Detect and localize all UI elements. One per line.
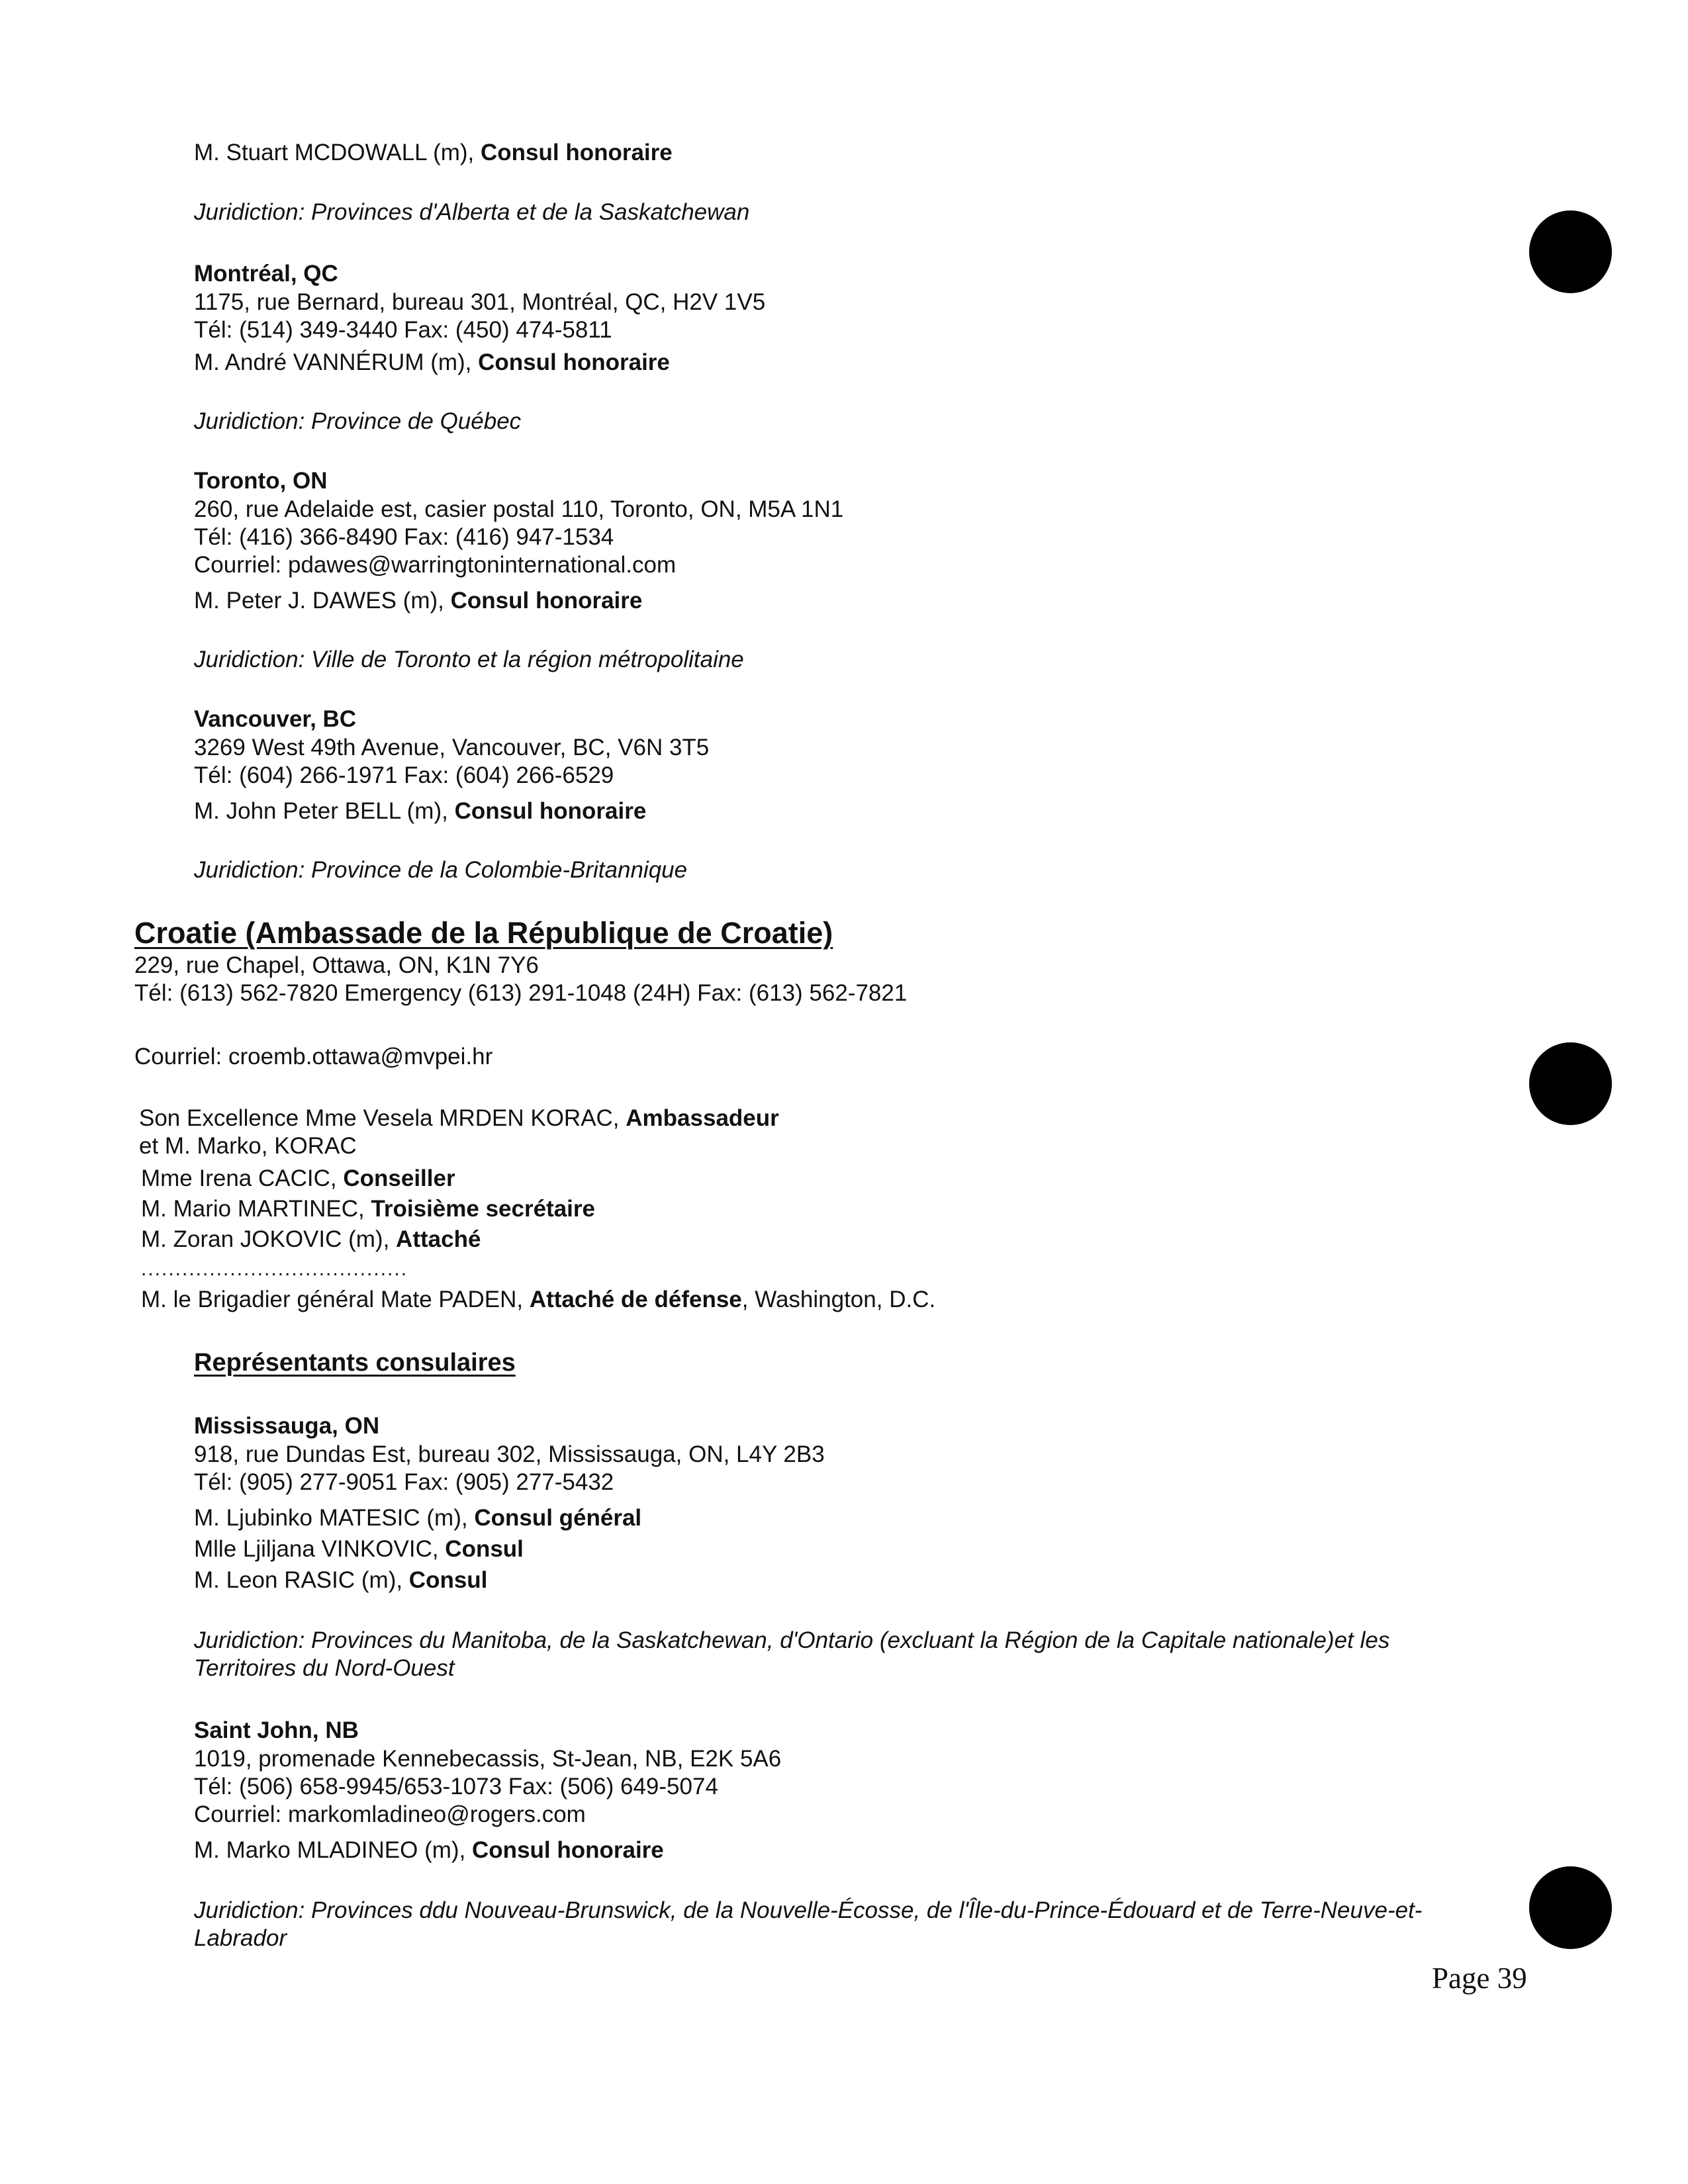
section-heading: Représentants consulaires (194, 1349, 516, 1377)
city-heading: Montréal, QC (194, 261, 338, 287)
contact-line: M. John Peter BELL (m), Consul honoraire (194, 798, 647, 824)
jurisdiction-text: Juridiction: Provinces du Manitoba, de la Saskatchewan, d'Ontario (excluant la Région de la Capitale nationale)et les Territoires du Nord-Ouest (194, 1627, 1390, 1681)
phone-line: Tél: (604) 266-1971 Fax: (604) 266-6529 (194, 762, 614, 788)
defense-attache-line: M. le Brigadier général Mate PADEN, Attaché de défense, Washington, D.C. (141, 1287, 936, 1312)
address-line: 229, rue Chapel, Ottawa, ON, K1N 7Y6 (134, 952, 539, 978)
city-heading: Mississauga, ON (194, 1413, 380, 1439)
staff-line: M. Mario MARTINEC, Troisième secrétaire (141, 1196, 595, 1222)
country-heading: Croatie (Ambassade de la République de Croatie) (134, 916, 833, 950)
dotted-separator: ....................................... (141, 1258, 408, 1280)
jurisdiction-text: Juridiction: Province de Québec (194, 408, 522, 434)
email-line: Courriel: markomladineo@rogers.com (194, 1801, 586, 1827)
contact-line: M. Ljubinko MATESIC (m), Consul général (194, 1505, 642, 1531)
contact-line: M. Peter J. DAWES (m), Consul honoraire (194, 588, 643, 614)
city-heading: Toronto, ON (194, 468, 328, 494)
phone-line: Tél: (514) 349-3440 Fax: (450) 474-5811 (194, 317, 612, 343)
address-line: 260, rue Adelaide est, casier postal 110, Toronto, ON, M5A 1N1 (194, 496, 844, 522)
punch-hole-top (1529, 210, 1612, 293)
jurisdiction-text: Juridiction: Ville de Toronto et la région métropolitaine (194, 647, 744, 672)
jurisdiction-text: Juridiction: Provinces ddu Nouveau-Brunswick, de la Nouvelle-Écosse, de l'Île-du-Prince-Édouard et de Terre-Neuve-et-Labrador (194, 1897, 1423, 1951)
address-line: 1175, rue Bernard, bureau 301, Montréal, QC, H2V 1V5 (194, 289, 766, 315)
contact-line: M. André VANNÉRUM (m), Consul honoraire (194, 349, 670, 375)
staff-line: Mme Irena CACIC, Conseiller (141, 1165, 455, 1191)
phone-line: Tél: (506) 658-9945/653-1073 Fax: (506) 649-5074 (194, 1774, 718, 1799)
city-heading: Saint John, NB (194, 1717, 359, 1743)
punch-hole-bottom (1529, 1866, 1612, 1949)
phone-line: Tél: (905) 277-9051 Fax: (905) 277-5432 (194, 1469, 614, 1495)
jurisdiction-text: Juridiction: Provinces d'Alberta et de la Saskatchewan (194, 199, 750, 225)
email-line: Courriel: pdawes@warringtoninternational.com (194, 552, 677, 578)
contact-line: M. Stuart MCDOWALL (m), Consul honoraire (194, 140, 673, 165)
staff-line: et M. Marko, KORAC (139, 1133, 357, 1159)
phone-line: Tél: (613) 562-7820 Emergency (613) 291-1048 (24H) Fax: (613) 562-7821 (134, 980, 908, 1006)
jurisdiction-text: Juridiction: Province de la Colombie-Britannique (194, 857, 688, 883)
punch-hole-middle (1529, 1042, 1612, 1125)
address-line: 3269 West 49th Avenue, Vancouver, BC, V6N 3T5 (194, 735, 710, 760)
page-number: Page 39 (1432, 1962, 1527, 1995)
contact-line: M. Leon RASIC (m), Consul (194, 1567, 488, 1593)
phone-line: Tél: (416) 366-8490 Fax: (416) 947-1534 (194, 524, 614, 550)
address-line: 918, rue Dundas Est, bureau 302, Mississauga, ON, L4Y 2B3 (194, 1441, 825, 1467)
contact-line: Mlle Ljiljana VINKOVIC, Consul (194, 1536, 524, 1562)
contact-line: M. Marko MLADINEO (m), Consul honoraire (194, 1837, 664, 1863)
city-heading: Vancouver, BC (194, 706, 357, 732)
staff-line: M. Zoran JOKOVIC (m), Attaché (141, 1226, 481, 1252)
address-line: 1019, promenade Kennebecassis, St-Jean, NB, E2K 5A6 (194, 1746, 782, 1772)
email-line: Courriel: croemb.ottawa@mvpei.hr (134, 1044, 493, 1069)
staff-line: Son Excellence Mme Vesela MRDEN KORAC, Ambassadeur (139, 1105, 779, 1131)
